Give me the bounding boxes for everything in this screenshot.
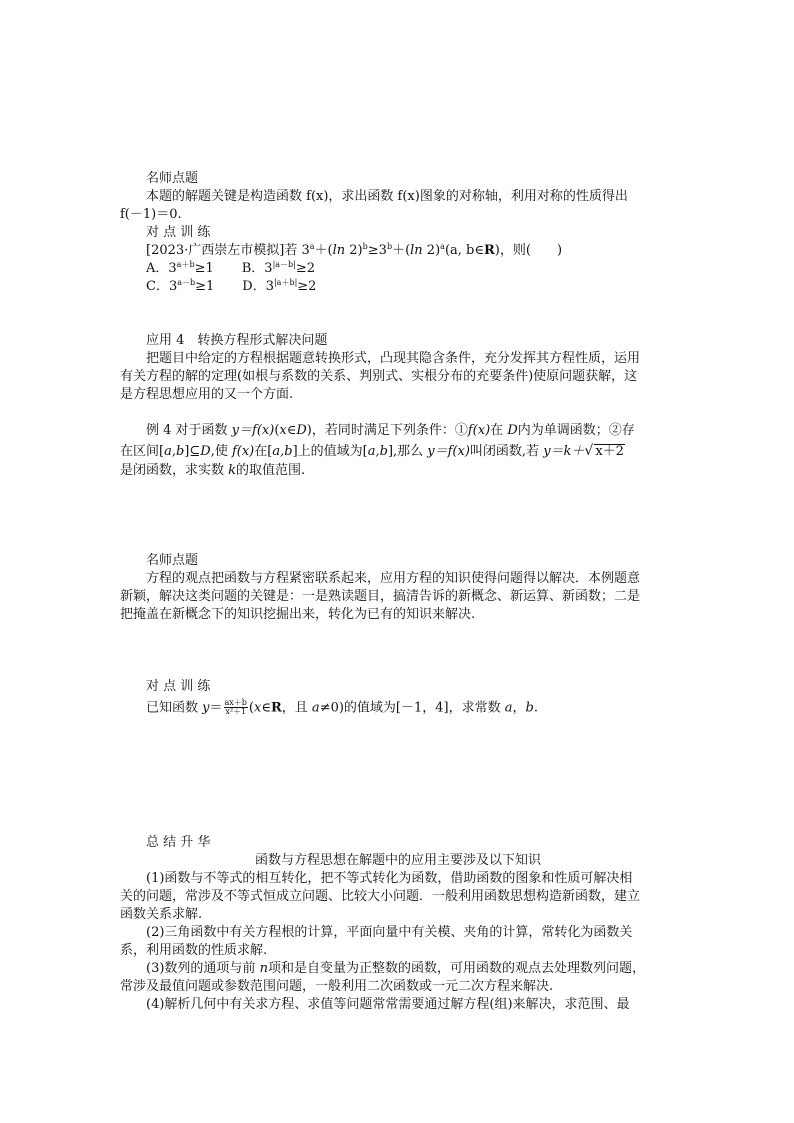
practice1-options-cd — [146, 279, 316, 295]
summary-heading: 总 结 升 华 — [146, 835, 211, 850]
app4-line: 是方程思想应用的又一个方面. — [120, 387, 294, 402]
example4-line: 例 4 对于函数 y＝f(x)(x∈D)，若同时满足下列条件：①f(x)在 D内为单调函数；②存 — [146, 423, 635, 438]
summary-line: 函数关系求解. — [120, 907, 203, 922]
tip1-heading: 名师点题 — [146, 171, 199, 186]
summary-line: (3)数列的通项与前 n项和是自变量为正整数的函数，可用函数的观点去处理数列问题， — [146, 961, 645, 976]
sqrt-radicand: x＋2 — [595, 444, 624, 459]
tip2-line: 新颖，解决这类问题的关键是：一是熟读题目，搞清告诉的新概念、新运算、新函数；二是 — [120, 589, 641, 604]
tip2-line: 把掩盖在新概念下的知识挖掘出来，转化为已有的知识来解决. — [120, 607, 476, 622]
summary-line: (4)解析几何中有关求方程、求值等问题常常需要通过解方程(组)来解决，求范围、最 — [146, 997, 630, 1012]
tip2-heading: 名师点题 — [146, 553, 199, 568]
tip1-line: 本题的解题关键是构造函数 f(x)，求出函数 f(x)图象的对称轴，利用对称的性质得出 — [146, 189, 628, 204]
tip1-line: f(－1)＝0. — [120, 207, 182, 222]
example4-line: 是闭函数，求实数 k的取值范围. — [120, 463, 306, 478]
summary-line: 常涉及最值问题或参数范围问题，一般利用二次函数或一元二次方程来解决. — [120, 979, 554, 994]
example4-line: 在区间[a,b]⊆D,使 f(x)在[a,b]上的值域为[a,b],那么 y＝f(x)叫闭函数,若 y＝k＋√ x＋2 — [120, 443, 624, 459]
summary-line: 系，利用函数的性质求解. — [120, 943, 268, 958]
option-b: B．$3^{|a-b|}\ge 2$ — [241, 260, 316, 276]
summary-subtitle: 函数与方程思想在解题中的应用主要涉及以下知识 — [254, 853, 541, 868]
option-d: D．$3^{|a+b|}\ge 2$ — [242, 278, 317, 294]
option-c: C．$3^{a-b}\ge 1$ — [146, 278, 215, 294]
app4-heading: 应用 4 转换方程形式解决问题 — [146, 333, 328, 348]
fraction: $\frac{ax+b}{\text{x²＋1}}$ — [224, 698, 247, 717]
practice1-options-ab — [146, 261, 315, 277]
sqrt-sign: √ — [584, 443, 594, 459]
practice2-heading: 对 点 训 练 — [146, 679, 211, 694]
summary-line: 关的问题，常涉及不等式恒成立问题、比较大小问题．一般利用函数思想构造新函数，建立 — [120, 889, 641, 904]
summary-line: (1)函数与不等式的相互转化，把不等式转化为函数，借助函数的图象和性质可解决相 — [146, 871, 633, 886]
app4-line: 把题目中给定的方程根据题意转换形式，凸现其隐含条件，充分发挥其方程性质，运用 — [146, 351, 641, 366]
app4-line: 有关方程的解的定理(如根与系数的关系、判别式、实根分布的充要条件)使原问题获解，这 — [120, 369, 638, 384]
practice1-question: [2023·广西崇左市模拟]若 $3^a+(\ln$ $2)^b\ge 3^b+(\ln$ 2)$^a$(a, b∈R)，则( ) — [146, 242, 563, 258]
tip2-line: 方程的观点把函数与方程紧密联系起来，应用方程的知识使得问题得以解决．本例题意 — [146, 571, 641, 586]
option-a: A．$3^{a+b}\ge 1$ — [146, 260, 214, 276]
summary-line: (2)三角函数中有关方程根的计算，平面向量中有关模、夹角的计算，常转化为函数关 — [146, 925, 633, 940]
practice1-heading: 对 点 训 练 — [146, 225, 211, 240]
practice2-question: 已知函数 y＝ $\frac{ax+b}{\text{x²＋1}}$ (x∈R，且 a≠0)的值域为[－1，4]，求常数 a，b. — [146, 698, 538, 717]
